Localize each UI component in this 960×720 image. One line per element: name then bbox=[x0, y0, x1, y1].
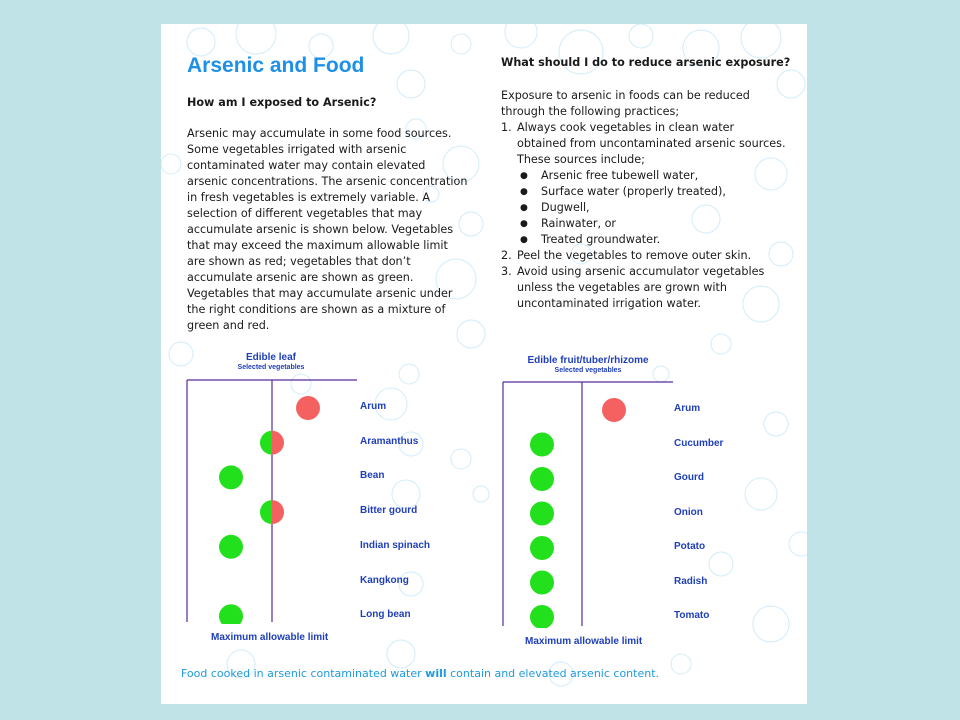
vegetable-label: Onion bbox=[674, 506, 703, 518]
vegetable-label: Bean bbox=[360, 470, 385, 482]
bullet-icon: ● bbox=[520, 203, 528, 213]
document-page bbox=[161, 24, 807, 704]
vegetable-label: Cucumber bbox=[674, 437, 724, 449]
mixed-dot-green-half bbox=[260, 500, 272, 524]
left-paragraph bbox=[187, 126, 487, 334]
vegetable-label: Indian spinach bbox=[360, 539, 431, 551]
bullet-item bbox=[501, 168, 801, 184]
paragraph-line: selection of different vegetables that may bbox=[187, 207, 423, 220]
item-number: 1. bbox=[501, 121, 512, 134]
bullet-item bbox=[501, 216, 801, 232]
practice-item-1 bbox=[501, 120, 801, 136]
bullet-text: Dugwell, bbox=[541, 201, 590, 214]
green-dot bbox=[530, 571, 554, 595]
green-dot bbox=[530, 536, 554, 560]
green-dot bbox=[530, 467, 554, 491]
bullet-text: Surface water (properly treated), bbox=[541, 185, 726, 198]
footer-note bbox=[181, 667, 659, 680]
bullet-item bbox=[501, 184, 801, 200]
item-line: Peel the vegetables to remove outer skin. bbox=[517, 249, 752, 262]
red-dot bbox=[296, 396, 320, 420]
paragraph-line: in fresh vegetables is extremely variable. A bbox=[187, 191, 430, 204]
edible-leaf-chart bbox=[181, 376, 357, 624]
bullet-icon: ● bbox=[520, 235, 528, 245]
vegetable-label: Kangkong bbox=[360, 574, 409, 586]
item-number: 2. bbox=[501, 249, 512, 262]
bullet-icon: ● bbox=[520, 187, 528, 197]
edible-fruit-chart bbox=[497, 378, 673, 628]
vegetable-label: Tomato bbox=[674, 610, 710, 621]
bullet-item bbox=[501, 200, 801, 216]
intro-line: Exposure to arsenic in foods can be reduced bbox=[501, 89, 750, 102]
item-line: obtained from uncontaminated arsenic sources. bbox=[517, 137, 786, 150]
chart-title bbox=[513, 355, 663, 375]
vegetable-label: Bitter gourd bbox=[360, 505, 418, 517]
practice-item-3 bbox=[501, 264, 801, 280]
bullet-text: Treated groundwater. bbox=[541, 233, 661, 246]
green-dot bbox=[530, 605, 554, 628]
item-line: These sources include; bbox=[517, 153, 645, 166]
paragraph-line: accumulate arsenic is shown below. Vegetables bbox=[187, 223, 454, 236]
mixed-dot-red-half bbox=[272, 431, 284, 455]
vegetable-label: Radish bbox=[674, 575, 708, 587]
practice-item-2 bbox=[501, 248, 801, 264]
chart-title bbox=[201, 352, 341, 372]
mixed-dot-red-half bbox=[272, 500, 284, 524]
vegetable-label: Aramanthus bbox=[360, 435, 419, 447]
green-dot bbox=[219, 535, 243, 559]
right-heading: What should I do to reduce arsenic exposure? bbox=[501, 56, 791, 69]
paragraph-line: arsenic concentrations. The arsenic concentration bbox=[187, 175, 468, 188]
intro-line: through the following practices; bbox=[501, 105, 680, 118]
footer-text: contain and elevated arsenic content. bbox=[446, 667, 660, 680]
paragraph-line: the right conditions are shown as a mixture of bbox=[187, 303, 446, 316]
vegetable-label: Arum bbox=[360, 401, 387, 412]
paragraph-line: are shown as red; vegetables that don’t bbox=[187, 255, 411, 268]
vegetable-label: Gourd bbox=[674, 472, 704, 483]
paragraph-line: green and red. bbox=[187, 319, 270, 332]
left-heading: How am I exposed to Arsenic? bbox=[187, 96, 377, 109]
page-title: Arsenic and Food bbox=[187, 54, 365, 77]
right-content bbox=[501, 88, 801, 312]
item-number: 3. bbox=[501, 265, 512, 278]
item-line: unless the vegetables are grown with bbox=[517, 281, 727, 294]
vegetable-label: Arum bbox=[674, 403, 701, 414]
paragraph-line: contaminated water may contain elevated bbox=[187, 159, 426, 172]
bullet-icon: ● bbox=[520, 171, 528, 181]
paragraph-line: that may exceed the maximum allowable limit bbox=[187, 239, 448, 252]
bullet-icon: ● bbox=[520, 219, 528, 229]
green-dot bbox=[530, 502, 554, 526]
mixed-dot-green-half bbox=[260, 431, 272, 455]
paragraph-line: Arsenic may accumulate in some food sources. bbox=[187, 127, 452, 140]
bullet-text: Rainwater, or bbox=[541, 217, 617, 230]
paragraph-line: accumulate arsenic are shown as green. bbox=[187, 271, 414, 284]
chart-subtitle: Selected vegetables bbox=[554, 367, 622, 374]
item-line: uncontaminated irrigation water. bbox=[517, 297, 701, 310]
green-dot bbox=[219, 465, 243, 489]
bullet-text: Arsenic free tubewell water, bbox=[541, 169, 699, 182]
item-line: Avoid using arsenic accumulator vegetables bbox=[517, 265, 765, 278]
paragraph-line: Some vegetables irrigated with arsenic bbox=[187, 143, 407, 156]
vegetable-label: Potato bbox=[674, 541, 706, 552]
green-dot bbox=[530, 433, 554, 457]
red-dot bbox=[602, 398, 626, 422]
x-axis-label: Maximum allowable limit bbox=[525, 636, 643, 647]
vegetable-label: Long bean bbox=[360, 609, 411, 621]
green-dot bbox=[219, 604, 243, 624]
item-line: Always cook vegetables in clean water bbox=[517, 121, 735, 134]
bullet-item bbox=[501, 232, 801, 248]
chart-title-text: Edible fruit/tuber/rhizome bbox=[527, 355, 649, 366]
footer-text: Food cooked in arsenic contaminated water bbox=[181, 667, 426, 680]
footer-emphasis: will bbox=[425, 667, 447, 680]
chart-subtitle: Selected vegetables bbox=[237, 364, 305, 371]
paragraph-line: Vegetables that may accumulate arsenic under bbox=[187, 287, 453, 300]
chart-title-text: Edible leaf bbox=[245, 352, 296, 363]
x-axis-label: Maximum allowable limit bbox=[211, 632, 329, 643]
